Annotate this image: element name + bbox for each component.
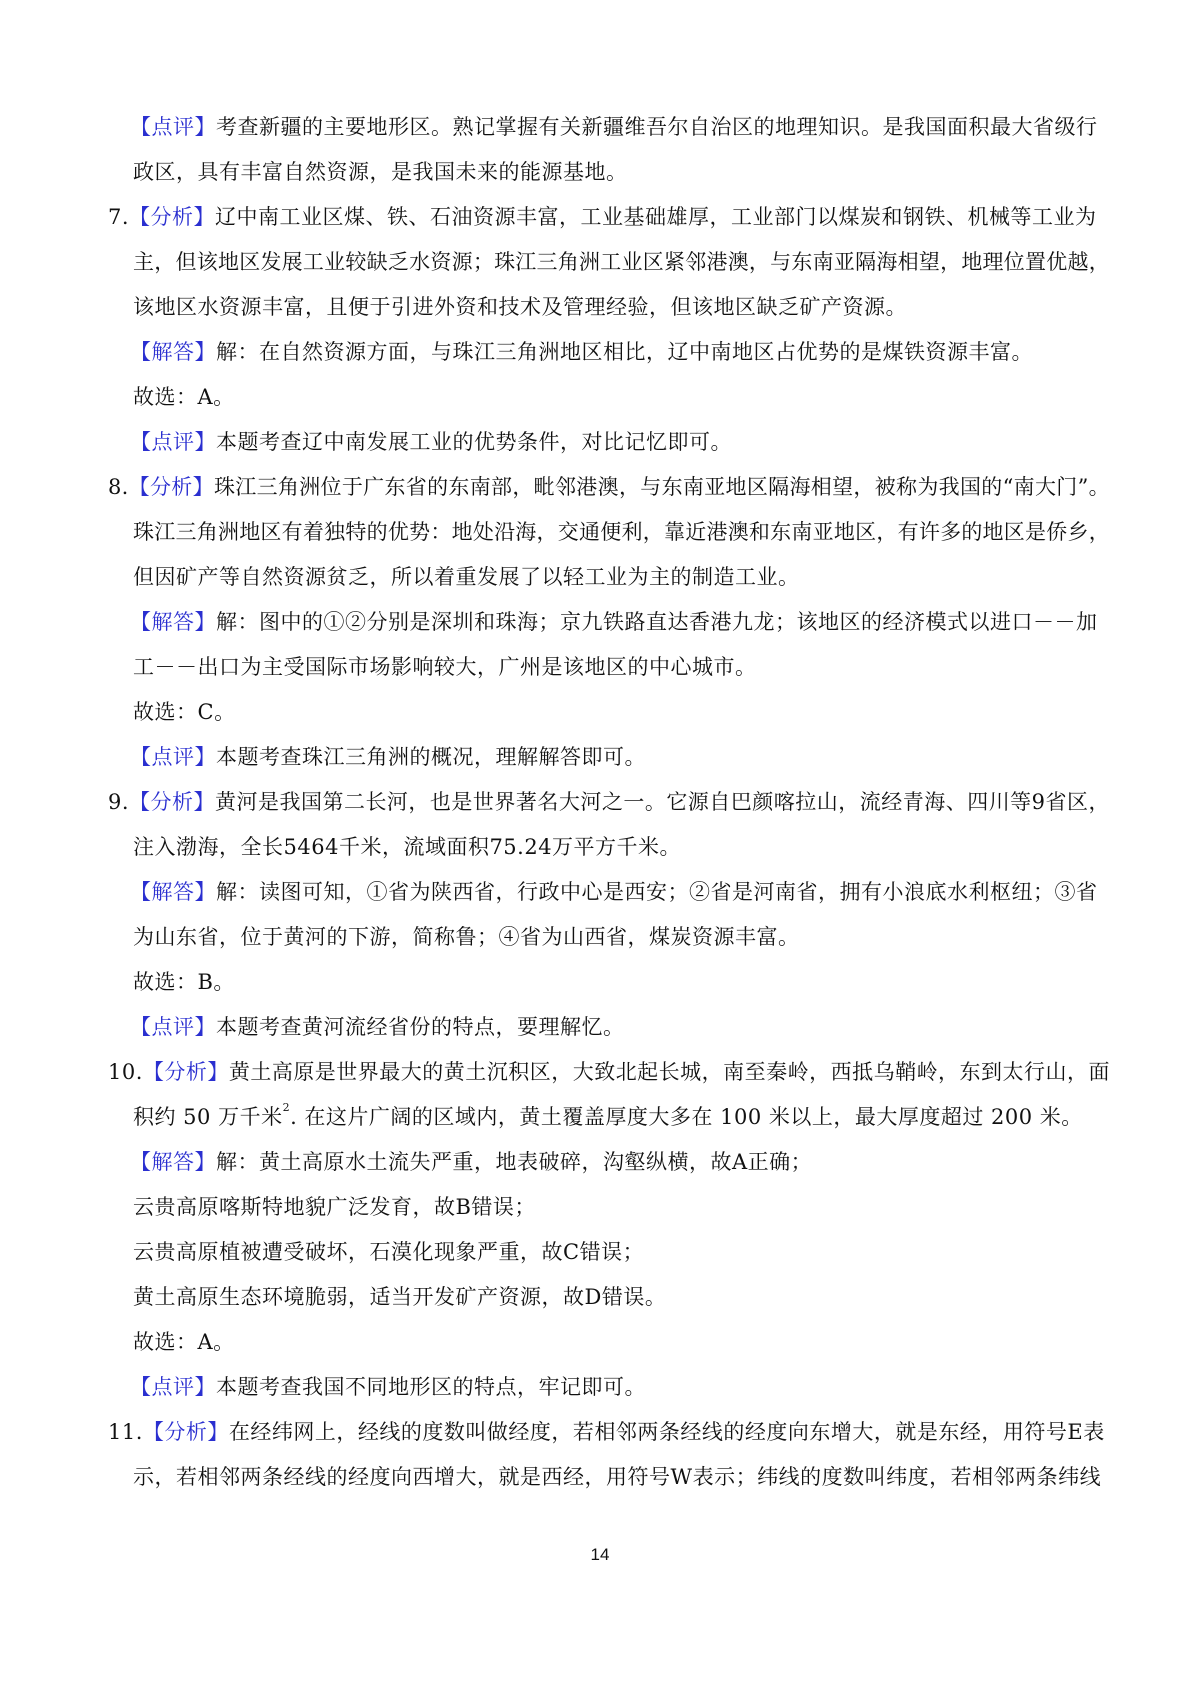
answer-tag: 【解答】 <box>130 610 216 634</box>
line-text: 黄土高原生态环境脆弱，适当开发矿产资源，故D错误。 <box>133 1285 667 1309</box>
text-line <box>0 967 1200 997</box>
text-line <box>0 1102 1200 1132</box>
analysis-tag: 【分析】 <box>142 1420 229 1444</box>
answer-tag: 【解答】 <box>130 340 216 364</box>
text-line <box>0 292 1200 322</box>
line-text: 主，但该地区发展工业较缺乏水资源；珠江三角洲工业区紧邻港澳，与东南亚隔海相望，地理位置优越， <box>133 250 1110 274</box>
line-text: 云贵高原植被遭受破坏，石漠化现象严重，故C错误； <box>133 1240 645 1264</box>
question-number: 7. <box>108 205 130 229</box>
text-line <box>0 1327 1200 1357</box>
question-number: 8. <box>108 475 129 499</box>
line-text: 珠江三角洲位于广东省的东南部，毗邻港澳，与东南亚地区隔海相望，被称为我国的“南大门”。 <box>213 475 1110 499</box>
text-line <box>0 742 1200 772</box>
line-text: 故选：C。 <box>133 700 236 724</box>
question-number: 9. <box>108 790 130 814</box>
analysis-tag: 【分析】 <box>142 1060 229 1084</box>
question-number: 11. <box>108 1420 143 1444</box>
line-text: 本题考查珠江三角洲的概况，理解解答即可。 <box>216 745 646 769</box>
line-text: 工－－出口为主受国际市场影响较大，广州是该地区的中心城市。 <box>133 655 757 679</box>
question-10-line <box>0 1057 1200 1087</box>
line-text: 在经纬网上，经线的度数叫做经度，若相邻两条经线的经度向东增大，就是东经，用符号E表 <box>228 1420 1105 1444</box>
text-line <box>0 112 1200 142</box>
line-text: 辽中南工业区煤、铁、石油资源丰富，工业基础雄厚，工业部门以煤炭和钢铁、机械等工业为 <box>215 205 1097 229</box>
comment-tag: 【点评】 <box>130 745 216 769</box>
line-text: 注入渤海，全长5464千米，流域面积75.24万平方千米。 <box>133 835 682 859</box>
answer-tag: 【解答】 <box>130 880 216 904</box>
line-text: 故选：A。 <box>133 385 235 409</box>
text-line <box>0 1372 1200 1402</box>
page-number: 14 <box>590 1545 610 1564</box>
text-line <box>0 832 1200 862</box>
line-text: 本题考查黄河流经省份的特点，要理解忆。 <box>216 1015 625 1039</box>
analysis-tag: 【分析】 <box>129 205 216 229</box>
superscript: 2 <box>282 1101 291 1114</box>
text-line <box>0 517 1200 547</box>
line-text: 珠江三角洲地区有着独特的优势：地处沿海，交通便利，靠近港澳和东南亚地区，有许多的地区是侨乡， <box>133 520 1110 544</box>
analysis-tag: 【分析】 <box>129 790 215 814</box>
line-text: 积约 50 万千米 <box>133 1105 283 1129</box>
comment-tag: 【点评】 <box>130 1015 216 1039</box>
line-text: 云贵高原喀斯特地貌广泛发育，故B错误； <box>133 1195 536 1219</box>
question-11-line <box>0 1417 1200 1447</box>
line-text: 本题考查我国不同地形区的特点，牢记即可。 <box>216 1375 646 1399</box>
line-text: 为山东省，位于黄河的下游，简称鲁；④省为山西省，煤炭资源丰富。 <box>133 925 800 949</box>
line-text: 故选：B。 <box>133 970 235 994</box>
text-line <box>0 1192 1200 1222</box>
text-line <box>0 1147 1200 1177</box>
line-text: 解：黄土高原水土流失严重，地表破碎，沟壑纵横，故A正确； <box>216 1150 813 1174</box>
text-line <box>0 157 1200 187</box>
text-line <box>0 427 1200 457</box>
text-line <box>0 922 1200 952</box>
comment-tag: 【点评】 <box>130 115 216 139</box>
text-line <box>0 1462 1200 1492</box>
comment-tag: 【点评】 <box>130 430 216 454</box>
text-line <box>0 382 1200 412</box>
line-text: 解：在自然资源方面，与珠江三角洲地区相比，辽中南地区占优势的是煤铁资源丰富。 <box>216 340 1033 364</box>
line-text: 该地区水资源丰富，且便于引进外资和技术及管理经验，但该地区缺乏矿产资源。 <box>133 295 907 319</box>
line-text: 示，若相邻两条经线的经度向西增大，就是西经，用符号W表示；纬线的度数叫纬度，若相邻两条纬线 <box>133 1465 1102 1489</box>
text-line <box>0 1012 1200 1042</box>
text-line <box>0 877 1200 907</box>
text-line <box>0 697 1200 727</box>
line-text: 政区，具有丰富自然资源，是我国未来的能源基地。 <box>133 160 628 184</box>
question-number: 10. <box>108 1060 143 1084</box>
question-9-line <box>0 787 1200 817</box>
line-text: 黄土高原是世界最大的黄土沉积区，大致北起长城，南至秦岭，西抵乌鞘岭，东到太行山，面 <box>228 1060 1110 1084</box>
text-line <box>0 337 1200 367</box>
answer-tag: 【解答】 <box>130 1150 216 1174</box>
text-line <box>0 247 1200 277</box>
line-text: 解：读图可知，①省为陕西省，行政中心是西安；②省是河南省，拥有小浪底水利枢纽；③省 <box>216 880 1098 904</box>
text-line <box>0 1237 1200 1267</box>
line-text: 本题考查辽中南发展工业的优势条件，对比记忆即可。 <box>216 430 732 454</box>
text-line <box>0 1282 1200 1312</box>
line-text: 但因矿产等自然资源贫乏，所以着重发展了以轻工业为主的制造工业。 <box>133 565 800 589</box>
text-line <box>0 562 1200 592</box>
analysis-tag: 【分析】 <box>128 475 214 499</box>
line-text: 故选：A。 <box>133 1330 235 1354</box>
line-text: 黄河是我国第二长河，也是世界著名大河之一。它源自巴颜喀拉山，流经青海、四川等9省区， <box>215 790 1111 814</box>
question-8-line <box>0 472 1200 502</box>
question-7-line <box>0 202 1200 232</box>
comment-tag: 【点评】 <box>130 1375 216 1399</box>
line-text: . 在这片广阔的区域内，黄土覆盖厚度大多在 100 米以上，最大厚度超过 200 米。 <box>290 1105 1083 1129</box>
text-line <box>0 607 1200 637</box>
line-text: 解：图中的①②分别是深圳和珠海；京九铁路直达香港九龙；该地区的经济模式以进口－－加 <box>216 610 1098 634</box>
line-text: 考查新疆的主要地形区。熟记掌握有关新疆维吾尔自治区的地理知识。是我国面积最大省级行 <box>216 115 1098 139</box>
text-line <box>0 652 1200 682</box>
